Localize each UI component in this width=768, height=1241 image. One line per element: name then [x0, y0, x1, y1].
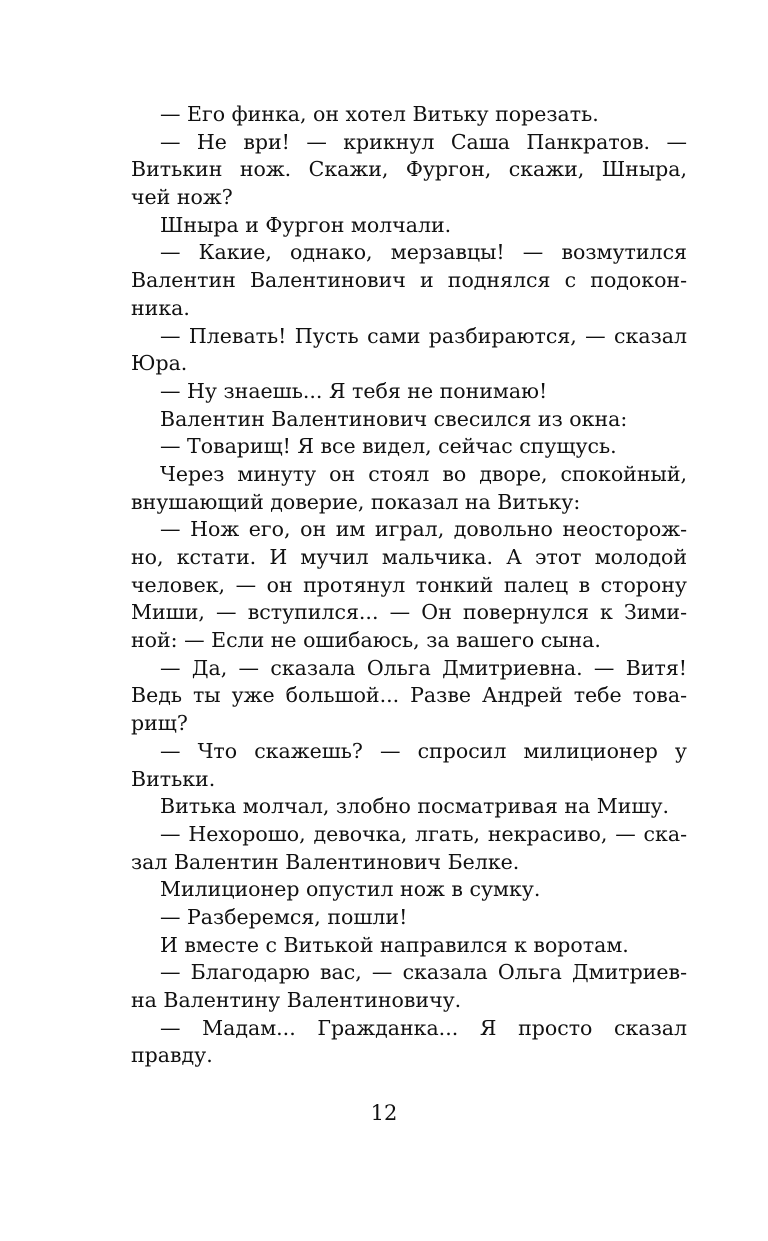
- text-line: — Благодарю вас, — сказала Ольга Дмитриев-: [160, 960, 687, 985]
- text-line: правду.: [131, 1043, 213, 1068]
- text-line: Витьки.: [131, 766, 216, 791]
- text-line: — Разберемся, пошли!: [160, 904, 408, 929]
- text-line: ника.: [131, 295, 190, 320]
- text-line: — Нехорошо, девочка, лгать, некрасиво, — ска-: [160, 821, 687, 846]
- text-line: — Не ври! — крикнул Саша Панкратов. —: [160, 129, 687, 154]
- body-text: [131, 101, 687, 1070]
- text-line: — Товарищ! Я все видел, сейчас спущусь.: [160, 434, 617, 459]
- text-line: И вместе с Витькой направился к воротам.: [160, 932, 629, 957]
- text-line: человек, — он протянул тонкий палец в сторону: [131, 572, 687, 597]
- text-line: на Валентину Валентиновичу.: [131, 988, 462, 1012]
- text-line: внушающий доверие, показал на Витьку:: [131, 489, 581, 514]
- text-line: — Да, — сказала Ольга Дмитриевна. — Витя!: [160, 655, 687, 680]
- text-line: Через минуту он стоял во дворе, спокойный,: [160, 461, 687, 486]
- text-line: — Что скажешь? — спросил милиционер у: [160, 738, 687, 763]
- text-line: рищ?: [131, 711, 188, 736]
- text-line: Валентин Валентинович и поднялся с подокон-: [131, 268, 687, 293]
- text-line: но, кстати. И мучил мальчика. А этот молодой: [131, 545, 687, 569]
- text-line: чей нож?: [131, 185, 233, 210]
- text-line: Миши, — вступился... — Он повернулся к Зими-: [131, 600, 687, 625]
- page-number: 12: [370, 1101, 398, 1125]
- text-line: зал Валентин Валентинович Белке.: [131, 849, 520, 874]
- text-line: — Какие, однако, мерзавцы! — возмутился: [160, 240, 687, 265]
- text-line: Витька молчал, злобно посматривая на Мишу.: [160, 794, 670, 819]
- text-line: — Нож его, он им играл, довольно неосторож-: [160, 517, 687, 542]
- text-line: — Мадам... Гражданка... Я просто сказал: [160, 1015, 687, 1040]
- text-line: Юра.: [131, 351, 188, 376]
- text-line: — Ну знаешь... Я тебя не понимаю!: [160, 378, 548, 403]
- text-line: Валентин Валентинович свесился из окна:: [160, 406, 628, 431]
- text-line: — Его финка, он хотел Витьку порезать.: [160, 102, 599, 126]
- text-line: Милиционер опустил нож в сумку.: [160, 877, 541, 902]
- text-line: — Плевать! Пусть сами разбираются, — сказал: [160, 323, 687, 348]
- text-line: Ведь ты уже большой... Разве Андрей тебе това-: [131, 683, 687, 708]
- text-line: ной: — Если не ошибаюсь, за вашего сына.: [131, 628, 601, 653]
- text-line: Шныра и Фургон молчали.: [160, 212, 452, 237]
- text-line: Витькин нож. Скажи, Фургон, скажи, Шныра,: [131, 157, 687, 182]
